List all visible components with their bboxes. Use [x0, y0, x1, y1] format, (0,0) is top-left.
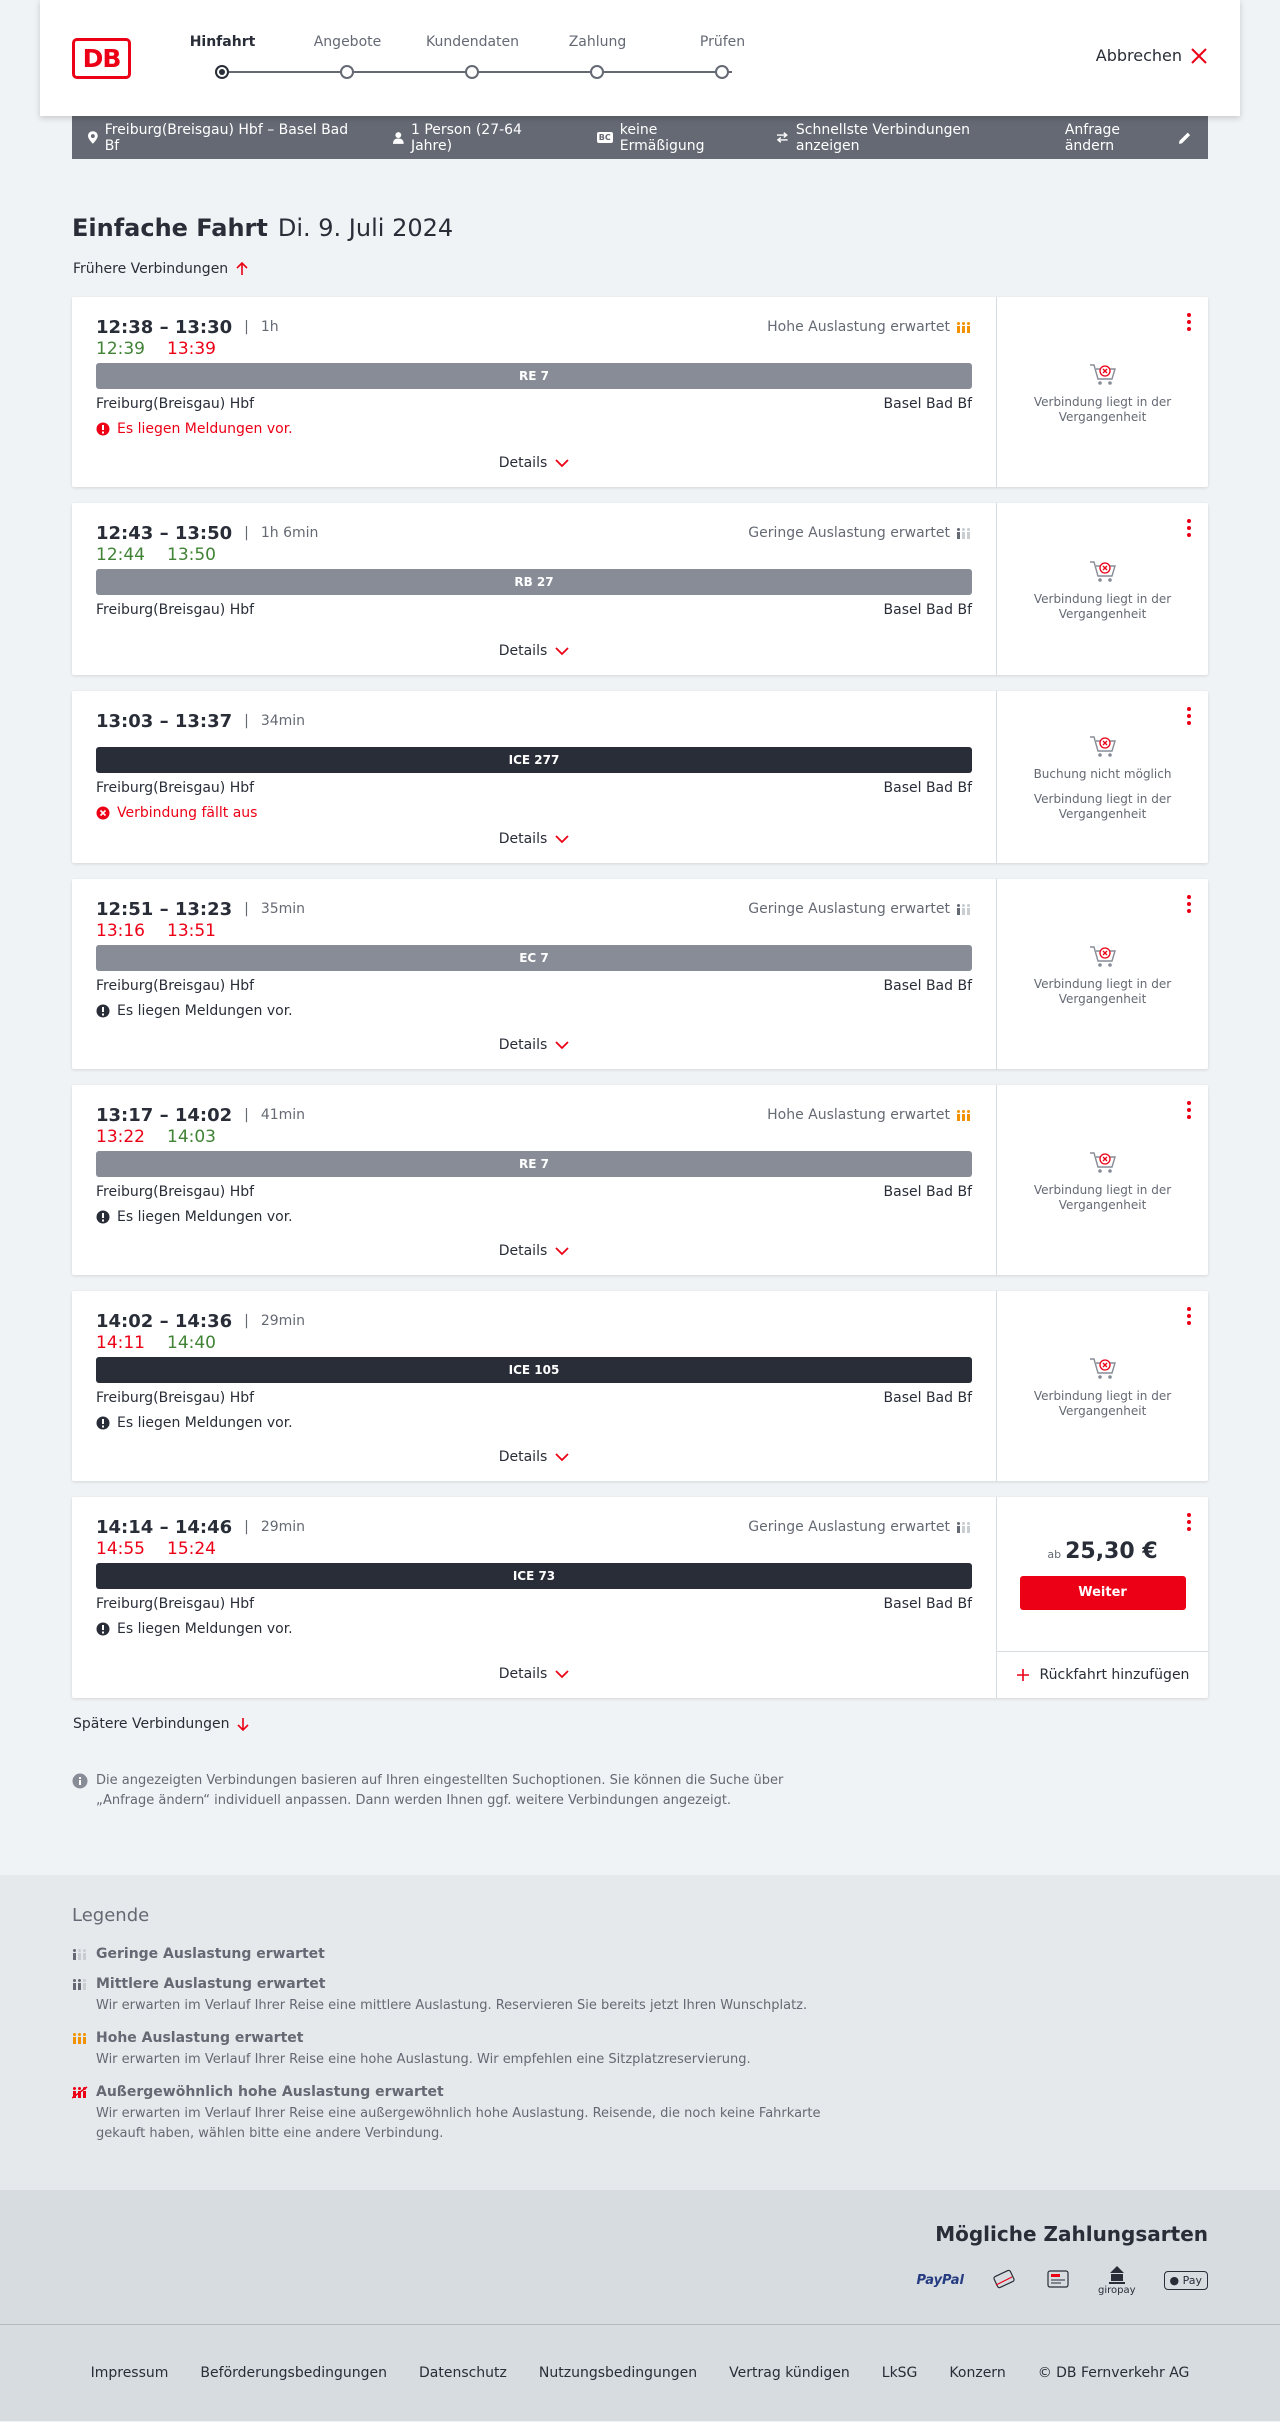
details-label: Details	[498, 1449, 548, 1465]
connection-message	[96, 1002, 972, 1020]
step-4	[535, 34, 660, 50]
connection-card	[72, 1291, 1208, 1481]
legend-item	[72, 1976, 1208, 2016]
change-request-label: Anfrage ändern	[1064, 121, 1121, 154]
connection-message	[96, 1620, 972, 1638]
realtime-row	[96, 1125, 972, 1149]
payment-section	[0, 2190, 1280, 2324]
legend-heading-text: Außergewöhnlich hohe Auslastung erwartet	[96, 2084, 444, 2100]
sepa-icon	[1046, 2269, 1070, 2291]
scheduled-times: 12:38 – 13:30	[96, 316, 233, 338]
connection-list	[72, 297, 1208, 1698]
message-text: Es liegen Meldungen vor.	[117, 421, 293, 437]
scheduled-times: 12:43 – 13:50	[96, 522, 233, 544]
past-connection-note: Verbindung liegt in der Vergangenheit	[1033, 792, 1172, 821]
realtime-departure: 14:11	[96, 1333, 145, 1353]
connection-header	[96, 899, 972, 919]
details-toggle[interactable]	[72, 831, 996, 847]
separator: |	[244, 1313, 249, 1329]
not-bookable-note: Buchung nicht möglich	[1033, 767, 1172, 781]
alert-icon	[96, 1004, 110, 1018]
query-passengers	[393, 122, 562, 154]
connection-details[interactable]	[72, 879, 996, 1069]
booking-panel	[996, 879, 1208, 1069]
step-label: Hinfahrt	[189, 34, 256, 50]
cart-unavailable-icon	[1088, 557, 1118, 584]
details-label: Details	[498, 643, 548, 659]
connection-card	[72, 1085, 1208, 1275]
connection-card	[72, 297, 1208, 487]
realtime-arrival: 13:39	[167, 339, 216, 359]
step-label: Zahlung	[568, 34, 627, 50]
dot	[1187, 526, 1191, 530]
dot	[1187, 909, 1191, 913]
step-5	[660, 34, 785, 50]
paypal-label: PayPal	[916, 2272, 964, 2288]
legend-description: Wir erwarten im Verlauf Ihrer Reise eine hohe Auslastung. Wir empfehlen eine Sitzplatzreservierung.	[96, 2052, 751, 2067]
details-label: Details	[498, 455, 548, 471]
realtime-row	[96, 337, 972, 361]
cart-unavailable-icon	[1088, 942, 1118, 969]
connection-details[interactable]	[72, 1497, 996, 1698]
details-label: Details	[498, 1666, 548, 1682]
legend-title: Legende	[72, 1905, 150, 1926]
realtime-row	[96, 543, 972, 567]
occupancy	[767, 1107, 972, 1123]
legend-item	[72, 2030, 1208, 2070]
occupancy-mid-icon	[72, 1978, 88, 1991]
info-note	[72, 1771, 832, 1811]
pencil-icon	[1178, 131, 1192, 145]
occupancy	[748, 525, 972, 541]
dot	[1187, 1513, 1191, 1517]
chevron-down-icon	[555, 1247, 569, 1256]
scheduled-times: 13:17 – 14:02	[96, 1104, 233, 1126]
dot	[1187, 533, 1191, 537]
step-dot	[215, 65, 229, 79]
location-pin-icon	[88, 131, 98, 144]
occupancy	[748, 1519, 972, 1535]
realtime-arrival: 15:24	[167, 1539, 216, 1559]
past-connection-note: Verbindung liegt in der Vergangenheit	[1033, 591, 1172, 621]
booking-panel	[996, 691, 1208, 863]
duration: 1h	[260, 319, 279, 335]
later-connections-label: Spätere Verbindungen	[73, 1716, 230, 1732]
message-text: Es liegen Meldungen vor.	[117, 1209, 293, 1225]
dot	[1187, 1101, 1191, 1105]
page-header	[0, 0, 1280, 116]
booking-panel	[996, 297, 1208, 487]
realtime-departure: 13:22	[96, 1127, 145, 1147]
train-bar: RB 27	[96, 569, 972, 595]
connection-header	[96, 1311, 972, 1331]
chevron-down-icon	[555, 1041, 569, 1050]
realtime-arrival: 14:40	[167, 1333, 216, 1353]
destination-station: Basel Bad Bf	[883, 602, 972, 618]
alert-icon	[96, 1210, 110, 1224]
legend-heading	[72, 2084, 1208, 2100]
more-options-icon[interactable]	[1186, 1513, 1192, 1531]
connection-header	[96, 317, 972, 337]
message-text: Es liegen Meldungen vor.	[117, 1621, 293, 1637]
origin-station: Freiburg(Breisgau) Hbf	[96, 1596, 255, 1612]
occupancy-high-icon	[956, 1109, 972, 1122]
legend-description: Wir erwarten im Verlauf Ihrer Reise eine mittlere Auslastung. Reservieren Sie bereits jetzt Ihren Wunschplatz.	[96, 1998, 808, 2013]
swap-arrows-icon	[776, 132, 789, 143]
stations	[96, 1184, 972, 1202]
message-text: Verbindung fällt aus	[117, 805, 258, 821]
footer-link[interactable]: Beförderungsbedingungen	[200, 2365, 387, 2381]
details-toggle[interactable]	[72, 643, 996, 659]
destination-station: Basel Bad Bf	[883, 1184, 972, 1200]
connection-details[interactable]	[72, 691, 996, 863]
cancel-button[interactable]	[1096, 46, 1208, 65]
origin-station: Freiburg(Breisgau) Hbf	[96, 396, 255, 412]
connection-header	[96, 1105, 972, 1125]
info-icon	[72, 1773, 88, 1789]
add-return-button[interactable]	[997, 1651, 1208, 1698]
step-2	[285, 34, 410, 50]
origin-station: Freiburg(Breisgau) Hbf	[96, 978, 255, 994]
connection-details[interactable]	[72, 297, 996, 487]
footer-link[interactable]: Datenschutz	[418, 2365, 507, 2381]
cancel-label: Abbrechen	[1095, 46, 1182, 65]
trip-type: Einfache Fahrt	[72, 214, 268, 242]
legend-heading-text: Mittlere Auslastung erwartet	[96, 1976, 326, 1992]
apple-pay-icon: ● Pay	[1164, 2271, 1209, 2290]
occupancy-high-icon	[72, 2032, 88, 2045]
more-options-icon[interactable]	[1186, 519, 1192, 537]
legend-section	[0, 1875, 1280, 2190]
details-label: Details	[498, 831, 548, 847]
alert-icon	[96, 422, 110, 436]
query-route-text: Freiburg(Breisgau) Hbf – Basel Bad Bf	[104, 121, 349, 154]
query-passengers-text: 1 Person (27-64 Jahre)	[410, 121, 522, 154]
scheduled-times: 14:14 – 14:46	[96, 1516, 233, 1538]
message-text: Es liegen Meldungen vor.	[117, 1003, 293, 1019]
occupancy	[767, 319, 972, 335]
scheduled-times: 12:51 – 13:23	[96, 898, 233, 920]
separator: |	[244, 713, 249, 729]
train-bar: RE 7	[96, 363, 972, 389]
realtime-departure: 14:55	[96, 1539, 145, 1559]
past-connection-note: Verbindung liegt in der Vergangenheit	[1033, 976, 1172, 1006]
footer	[0, 2324, 1280, 2421]
occupancy-extreme-icon	[72, 2086, 88, 2099]
details-toggle[interactable]	[72, 1666, 996, 1682]
step-label: Prüfen	[699, 34, 746, 50]
past-connection-note: Verbindung liegt in der Vergangenheit	[1033, 1182, 1172, 1212]
occupancy-label: Geringe Auslastung erwartet	[748, 525, 950, 541]
occupancy-low-icon	[956, 527, 972, 540]
info-text: Die angezeigten Verbindungen basieren auf Ihren eingestellten Suchoptionen. Sie können die Suche über „Anfrage ändern“ individuell anpassen. Dann werden Ihnen ggf. weitere Verbindungen angezeigt.	[96, 1773, 784, 1808]
bahncard-icon: BC	[598, 133, 611, 142]
train-bar: ICE 105	[96, 1357, 972, 1383]
connection-header	[96, 711, 972, 731]
query-mode	[776, 122, 1031, 154]
connection-message	[96, 804, 972, 822]
legend-item	[72, 1946, 1208, 1962]
stations	[96, 1596, 972, 1614]
separator: |	[244, 525, 249, 541]
footer-link: © DB Fernverkehr AG	[1037, 2365, 1190, 2381]
payment-icons	[72, 2260, 1208, 2300]
duration: 35min	[260, 901, 306, 917]
origin-station: Freiburg(Breisgau) Hbf	[96, 602, 255, 618]
connection-details[interactable]	[72, 1085, 996, 1275]
giropay-label: giropay	[1097, 2284, 1136, 2296]
legend-item	[72, 2084, 1208, 2144]
trip-date: Di. 9. Juli 2024	[277, 214, 454, 242]
dot	[1187, 1115, 1191, 1119]
stations	[96, 602, 972, 620]
more-options-icon[interactable]	[1186, 1307, 1192, 1325]
realtime-departure: 12:44	[96, 545, 145, 565]
stations	[96, 396, 972, 414]
details-toggle[interactable]	[72, 1037, 996, 1053]
more-options-icon[interactable]	[1186, 1101, 1192, 1119]
chevron-down-icon	[555, 459, 569, 468]
dot	[1187, 1520, 1191, 1524]
scheduled-times: 14:02 – 14:36	[96, 1310, 233, 1332]
duration: 34min	[260, 713, 306, 729]
header-panel	[40, 0, 1240, 116]
scheduled-times: 13:03 – 13:37	[96, 710, 233, 732]
train-bar: RE 7	[96, 1151, 972, 1177]
destination-station: Basel Bad Bf	[883, 1390, 972, 1406]
legend-heading	[72, 2030, 1208, 2046]
train-bar: ICE 277	[96, 747, 972, 773]
occupancy-label: Geringe Auslastung erwartet	[748, 901, 950, 917]
dot	[1187, 327, 1191, 331]
giropay-icon	[1098, 2265, 1136, 2296]
realtime-row	[96, 1331, 972, 1355]
realtime-departure: 12:39	[96, 339, 145, 359]
dot	[1187, 714, 1191, 718]
dot	[1187, 313, 1191, 317]
realtime-departure: 13:16	[96, 921, 145, 941]
occupancy-label: Hohe Auslastung erwartet	[767, 319, 950, 335]
realtime-row	[96, 919, 972, 943]
dot	[1187, 1307, 1191, 1311]
price	[1047, 1539, 1157, 1564]
origin-station: Freiburg(Breisgau) Hbf	[96, 780, 255, 796]
realtime-arrival: 13:50	[167, 545, 216, 565]
stations	[96, 780, 972, 798]
alert-icon	[96, 1622, 110, 1636]
step-dot	[340, 65, 354, 79]
cart-unavailable-icon	[1088, 732, 1118, 759]
step-dot	[465, 65, 479, 79]
db-logo[interactable]: DB	[72, 38, 131, 79]
step-3	[410, 34, 535, 50]
alert-icon	[96, 1416, 110, 1430]
earlier-connections-label: Frühere Verbindungen	[73, 261, 229, 277]
chevron-down-icon	[555, 647, 569, 656]
progress-steps	[189, 34, 746, 84]
dot	[1187, 1108, 1191, 1112]
price-box	[997, 1497, 1208, 1651]
connection-card	[72, 1497, 1208, 1698]
paypal-icon	[917, 2273, 964, 2288]
details-label: Details	[498, 1243, 548, 1259]
connection-details[interactable]	[72, 1291, 996, 1481]
close-icon	[1190, 47, 1208, 65]
cancelled-icon	[96, 806, 110, 820]
legend-heading-text: Geringe Auslastung erwartet	[96, 1946, 325, 1962]
booking-panel	[996, 1497, 1208, 1698]
step-label: Kundendaten	[425, 34, 520, 50]
destination-station: Basel Bad Bf	[883, 780, 972, 796]
dot	[1187, 1321, 1191, 1325]
message-text: Es liegen Meldungen vor.	[117, 1415, 293, 1431]
duration: 29min	[260, 1313, 306, 1329]
footer-link[interactable]: Impressum	[90, 2365, 169, 2381]
dot	[1187, 902, 1191, 906]
details-toggle[interactable]	[72, 455, 996, 471]
separator: |	[244, 1519, 249, 1535]
occupancy-low-icon	[956, 903, 972, 916]
spacer	[96, 731, 972, 745]
chevron-down-icon	[555, 1453, 569, 1462]
person-icon	[393, 132, 404, 144]
dot	[1187, 895, 1191, 899]
footer-link[interactable]: Nutzungsbedingungen	[538, 2365, 698, 2381]
stations	[96, 1390, 972, 1408]
dot	[1187, 320, 1191, 324]
connection-message	[96, 1208, 972, 1226]
train-bar: EC 7	[96, 945, 972, 971]
destination-station: Basel Bad Bf	[883, 1596, 972, 1612]
connection-message	[96, 1414, 972, 1432]
cart-unavailable-icon	[1088, 1354, 1118, 1381]
dot	[1187, 519, 1191, 523]
origin-station: Freiburg(Breisgau) Hbf	[96, 1390, 255, 1406]
booking-panel	[996, 1291, 1208, 1481]
step-1	[160, 34, 285, 50]
connection-card	[72, 503, 1208, 675]
duration: 41min	[260, 1107, 306, 1123]
earlier-connections-link[interactable]	[73, 259, 1207, 279]
step-label: Angebote	[313, 34, 382, 50]
later-connections-link[interactable]	[73, 1714, 1207, 1734]
change-request-button[interactable]	[1065, 122, 1192, 154]
duration: 29min	[260, 1519, 306, 1535]
query-route	[88, 122, 359, 154]
chevron-down-icon	[555, 1670, 569, 1679]
connection-header	[96, 523, 972, 543]
continue-button[interactable]: Weiter	[1020, 1576, 1186, 1610]
query-discount-text: keine Ermäßigung	[619, 121, 705, 154]
connection-header	[96, 1517, 972, 1537]
dot	[1187, 1314, 1191, 1318]
occupancy-low-icon	[956, 1521, 972, 1534]
occupancy-low-icon	[72, 1948, 88, 1961]
more-options-icon[interactable]	[1186, 707, 1192, 725]
separator: |	[244, 319, 249, 335]
dot	[1187, 1527, 1191, 1531]
origin-station: Freiburg(Breisgau) Hbf	[96, 1184, 255, 1200]
booking-panel	[996, 1085, 1208, 1275]
realtime-row	[96, 1537, 972, 1561]
legend-heading-text: Hohe Auslastung erwartet	[96, 2030, 304, 2046]
price-value: 25,30 €	[1065, 1538, 1158, 1564]
occupancy-label: Geringe Auslastung erwartet	[748, 1519, 950, 1535]
price-prefix: ab	[1047, 1547, 1062, 1561]
dot	[1187, 721, 1191, 725]
connection-card	[72, 879, 1208, 1069]
separator: |	[244, 1107, 249, 1123]
add-return-label: Rückfahrt hinzufügen	[1039, 1667, 1190, 1683]
query-mode-text: Schnellste Verbindungen anzeigen	[795, 121, 970, 154]
apple-pay-label: Pay	[1182, 2273, 1202, 2287]
credit-card-icon	[992, 2269, 1018, 2291]
details-toggle[interactable]	[72, 1243, 996, 1259]
dot	[1187, 707, 1191, 711]
cart-unavailable-icon	[1088, 360, 1118, 387]
legend-heading	[72, 1946, 1208, 1962]
occupancy-label: Hohe Auslastung erwartet	[767, 1107, 950, 1123]
footer-link[interactable]: Vertrag kündigen	[729, 2365, 850, 2381]
stations	[96, 978, 972, 996]
details-toggle[interactable]	[72, 1449, 996, 1465]
legend-heading	[72, 1976, 1208, 1992]
query-discount	[597, 122, 742, 154]
destination-station: Basel Bad Bf	[883, 978, 972, 994]
past-connection-note: Verbindung liegt in der Vergangenheit	[1033, 1388, 1172, 1418]
destination-station: Basel Bad Bf	[883, 396, 972, 412]
arrow-down-icon	[237, 1717, 249, 1731]
page-title	[72, 213, 1208, 243]
past-connection-note: Verbindung liegt in der Vergangenheit	[1033, 394, 1172, 424]
plus-icon	[1016, 1668, 1030, 1682]
cart-unavailable-icon	[1088, 1148, 1118, 1175]
connection-message	[96, 420, 972, 438]
occupancy	[748, 901, 972, 917]
step-dot	[590, 65, 604, 79]
train-bar: ICE 73	[96, 1563, 972, 1589]
arrow-up-icon	[236, 262, 248, 276]
connection-card	[72, 691, 1208, 863]
separator: |	[244, 901, 249, 917]
footer-link[interactable]: Konzern	[949, 2365, 1006, 2381]
more-options-icon[interactable]	[1186, 313, 1192, 331]
realtime-arrival: 14:03	[167, 1127, 216, 1147]
legend-description: Wir erwarten im Verlauf Ihrer Reise eine außergewöhnlich hohe Auslastung. Reisende, die noch keine Fahrkarte gekauft haben, wählen bitte eine andere Verbindung.	[96, 2106, 821, 2141]
payment-title: Mögliche Zahlungsarten	[935, 2222, 1208, 2246]
step-dot	[715, 65, 729, 79]
chevron-down-icon	[555, 835, 569, 844]
connection-details[interactable]	[72, 503, 996, 675]
realtime-arrival: 13:51	[167, 921, 216, 941]
booking-panel	[996, 503, 1208, 675]
footer-link[interactable]: LkSG	[881, 2365, 918, 2381]
details-label: Details	[498, 1037, 548, 1053]
more-options-icon[interactable]	[1186, 895, 1192, 913]
query-bar	[72, 116, 1208, 159]
occupancy-high-icon	[956, 321, 972, 334]
duration: 1h 6min	[260, 525, 319, 541]
